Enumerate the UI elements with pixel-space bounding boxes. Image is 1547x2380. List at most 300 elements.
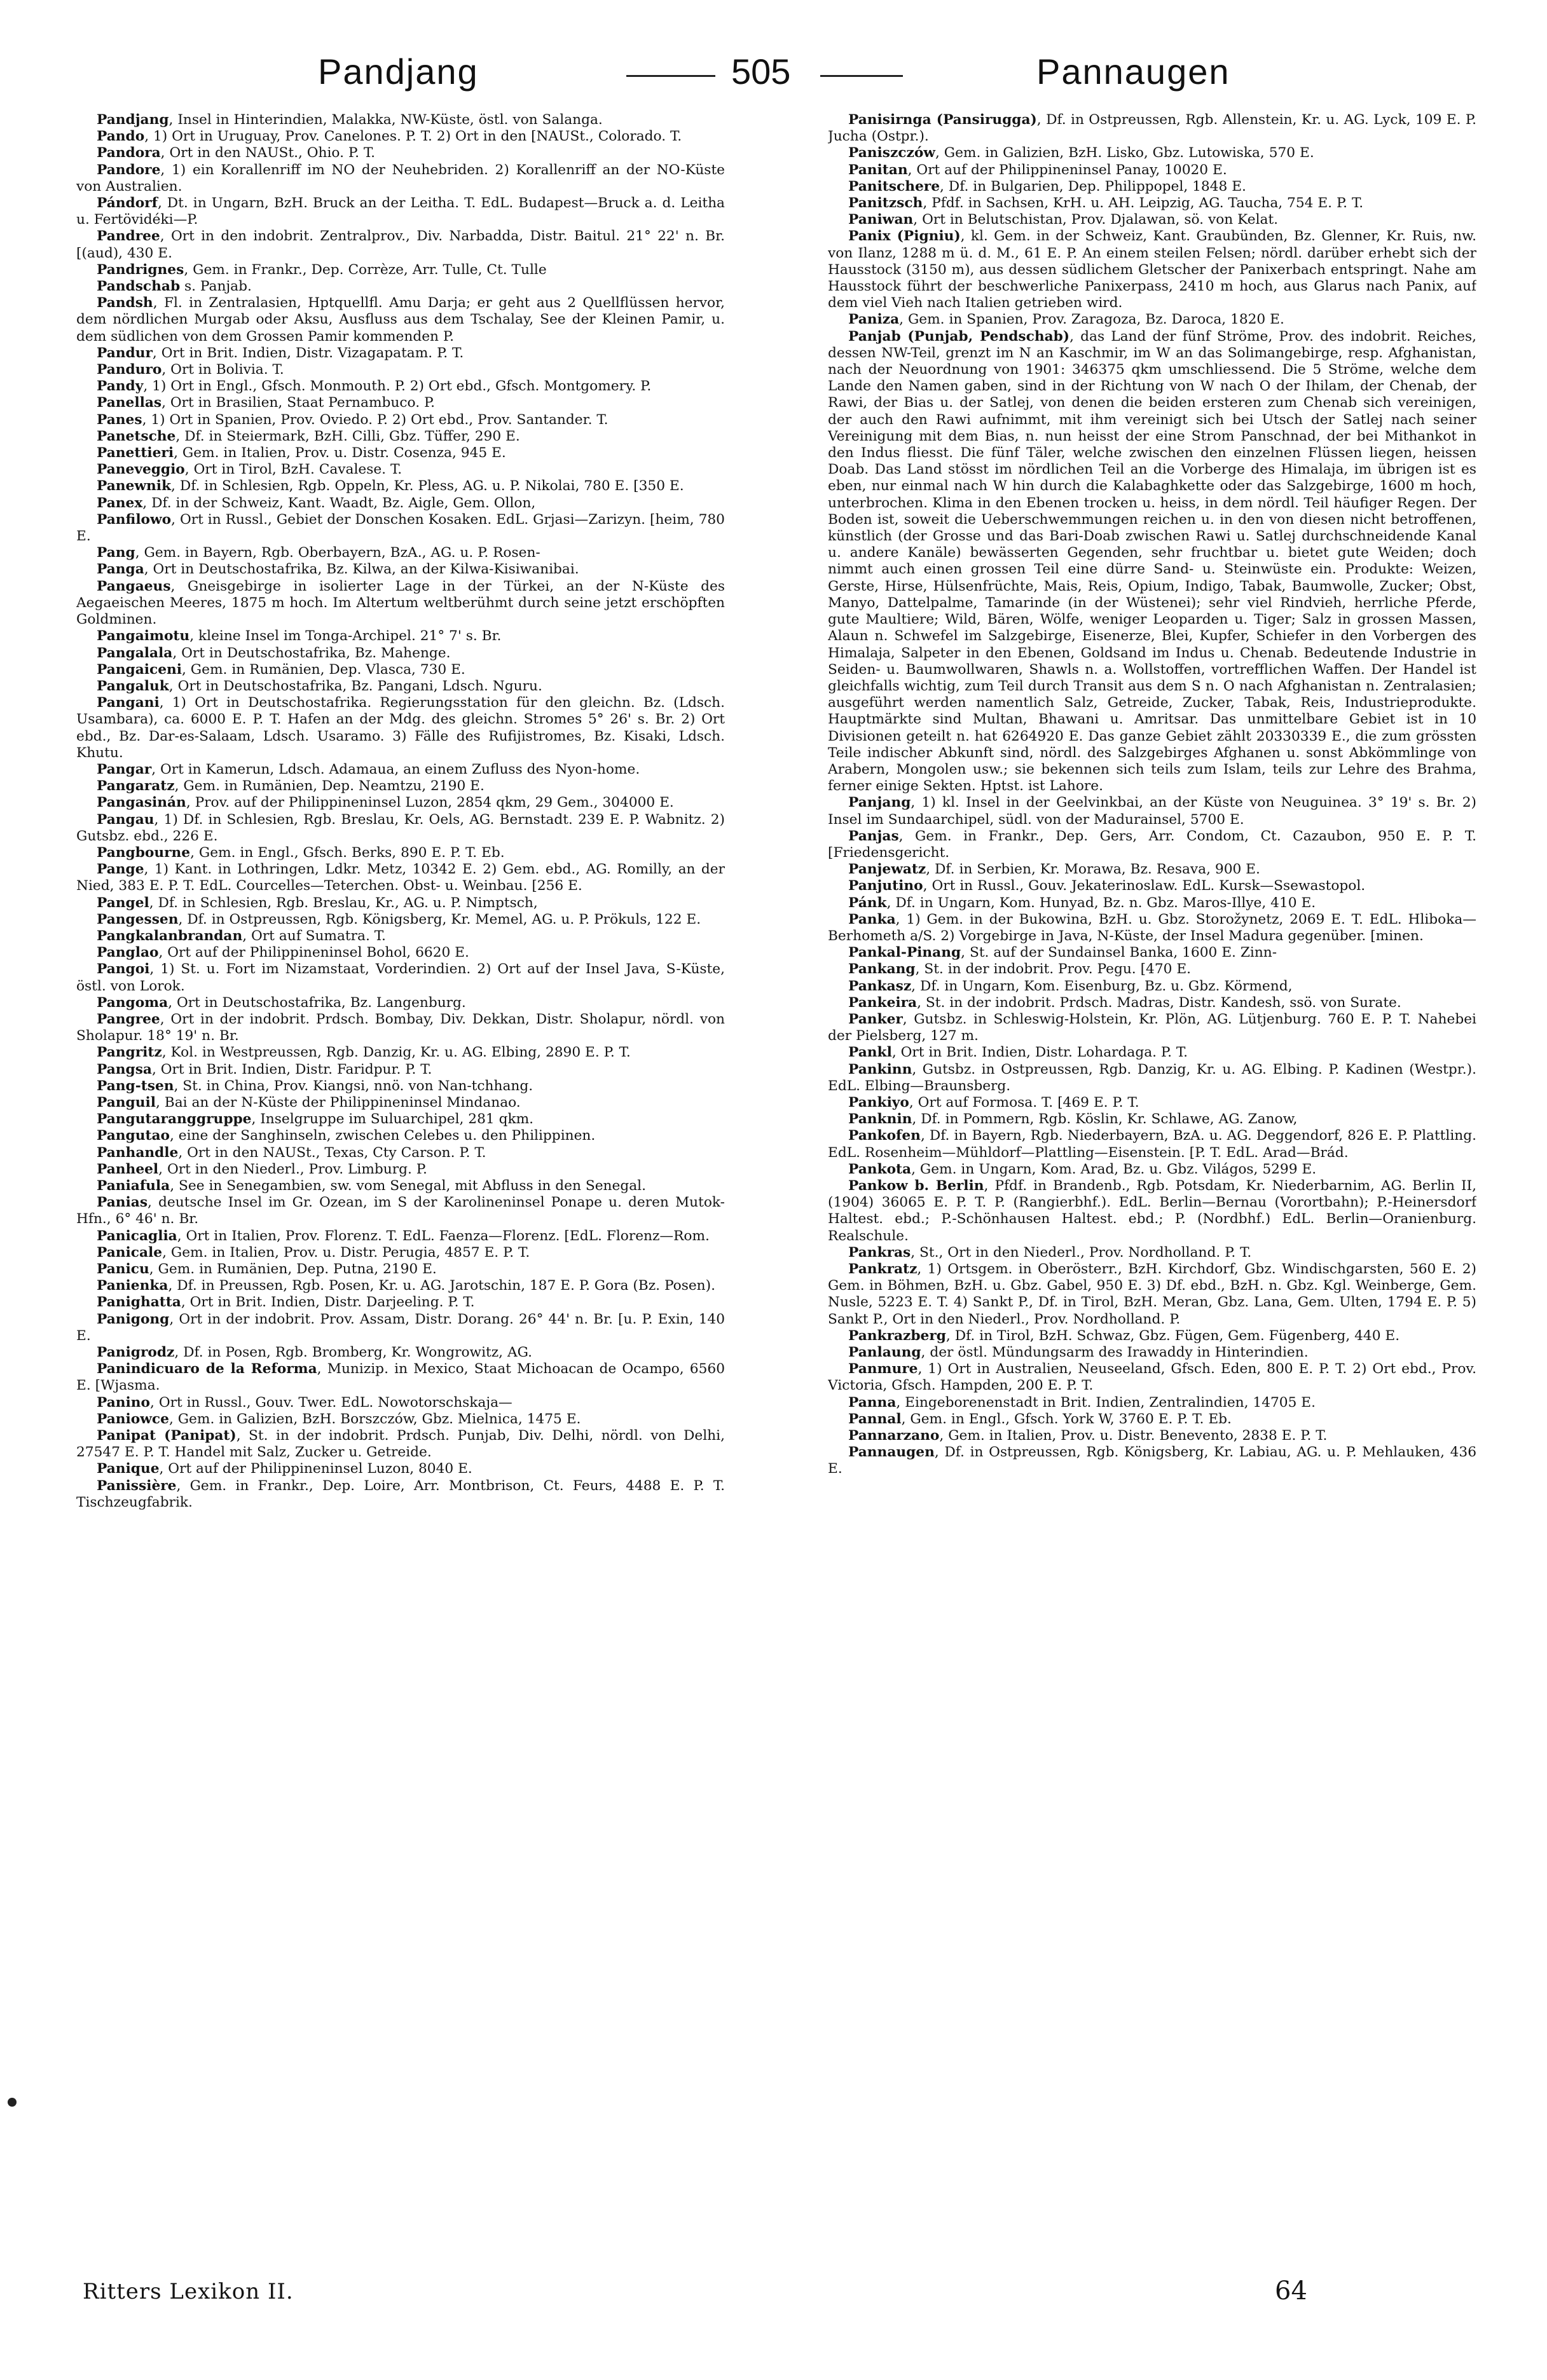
entry-text: , Eingeborenenstadt in Brit. Indien, Zentralindien, 14705 E. <box>896 1394 1316 1411</box>
entry-text: , Ort auf Formosa. T. [469 E. P. T. <box>909 1094 1139 1111</box>
entry-text: , 1) kl. Insel in der Geelvinkbai, an der Küste von Neuguinea. 3° 19' s. Br. 2) Insel im Sundaarchipel, südl. von der Madurainsel, 5700 E. <box>828 795 1476 828</box>
entry-text: , Gem. in Italien, Prov. u. Distr. Perugia, 4857 E. P. T. <box>162 1244 530 1261</box>
dictionary-entry <box>76 1428 725 1461</box>
entry-text: , Df. in Ostpreussen, Rgb. Königsberg, Kr. Memel, AG. u. P. Prökuls, 122 E. <box>178 911 701 927</box>
entry-text: , Gem. in Engl., Gfsch. York W, 3760 E. P. T. Eb. <box>901 1411 1232 1427</box>
entry-headword: Paneveggio <box>97 462 185 478</box>
entry-headword: Panigong <box>97 1311 170 1327</box>
entry-text: , Gem. in Spanien, Prov. Zaragoza, Bz. Daroca, 1820 E. <box>899 311 1284 328</box>
entry-headword: Panduro <box>97 362 162 378</box>
dictionary-entry <box>76 695 725 762</box>
dictionary-entry <box>828 1161 1476 1178</box>
dictionary-entry <box>76 112 725 128</box>
entry-headword: Panker <box>848 1011 903 1027</box>
entry-headword: Panheel <box>97 1161 159 1177</box>
entry-text: , Ort in Brit. Indien, Distr. Lohardaga. P. T. <box>891 1044 1188 1061</box>
dictionary-entry <box>76 628 725 645</box>
entry-text: , Df. in Ungarn, Kom. Hunyad, Bz. n. Gbz. Maros-Illye, 410 E. <box>886 894 1316 911</box>
entry-headword: Panga <box>97 561 144 578</box>
entry-text: , Gem. in Engl., Gfsch. Berks, 890 E. P. T. Eb. <box>190 844 505 861</box>
dictionary-entry <box>76 362 725 378</box>
dictionary-entry <box>76 1194 725 1228</box>
dictionary-entry <box>76 1011 725 1044</box>
entry-text: , 1) Ortsgem. in Oberösterr., BzH. Kirchdorf, Gbz. Windischgarsten, 560 E. 2) Gem. in Böhmen, BzH. u. Gbz. Gabel, 950 E. 3) Df. ebd., BzH. n. Gbz. Kgl. Weinberge, Gem. Nusle, 5223 E. T. 4) Sankt P., Df. in Tirol, BzH. Meran, Gbz. Lana, Gem. Ulten, 1794 E. P. 5) Sankt P., Ort in den Niederl., Prov. Nordholland. P. <box>828 1261 1476 1327</box>
entry-headword: Pangoi <box>97 961 150 978</box>
entry-text: , Df. in Bulgarien, Dep. Philippopel, 1848 E. <box>940 178 1246 195</box>
entry-text: , Ort in den indobrit. Zentralprov., Div. Narbadda, Distr. Baitul. 21° 22' n. Br. [(aud), 430 E. <box>76 228 725 261</box>
entry-headword: Panellas <box>97 395 162 411</box>
entry-headword: Panjab (Punjab, Pendschab) <box>848 328 1070 345</box>
entry-text: , Ort in Brasilien, Staat Pernambuco. P. <box>162 395 436 411</box>
dictionary-entry <box>76 895 725 912</box>
entry-headword: Panitzsch <box>848 195 923 212</box>
dictionary-entry <box>76 412 725 428</box>
entry-headword: Panighatta <box>97 1294 181 1311</box>
entry-headword: Pankras <box>848 1244 911 1261</box>
entry-text: , Gem. in Bayern, Rgb. Oberbayern, BzA., AG. u. P. Rosen- <box>135 545 540 561</box>
dictionary-entry <box>828 311 1476 328</box>
dictionary-entry <box>76 861 725 894</box>
entry-headword: Pankang <box>848 961 916 978</box>
page-number: 505 <box>731 51 791 92</box>
entry-headword: Paniwan <box>848 212 914 228</box>
dictionary-entry <box>76 1294 725 1311</box>
dictionary-entry <box>828 978 1476 995</box>
entry-headword: Panindicuaro de la Reforma <box>97 1361 317 1378</box>
dictionary-entry <box>828 861 1476 878</box>
entry-text: , 1) ein Korallenriff im NO der Neuhebriden. 2) Korallenriff an der NO-Küste von Australien. <box>76 161 725 195</box>
entry-headword: Panjewatz <box>848 861 926 878</box>
entry-text: , Df. in Tirol, BzH. Schwaz, Gbz. Fügen, Gem. Fügenberg, 440 E. <box>945 1327 1400 1344</box>
dictionary-entry <box>76 1461 725 1477</box>
entry-headword: Panigrodz <box>97 1344 175 1361</box>
entry-headword: Pannarzano <box>848 1428 940 1444</box>
dictionary-entry <box>76 928 725 945</box>
dictionary-entry <box>76 1278 725 1294</box>
dictionary-entry <box>76 128 725 145</box>
entry-text: , Ort in der indobrit. Prov. Assam, Distr. Dorang. 26° 44' n. Br. [u. P. Exin, 140 E. <box>76 1311 725 1344</box>
entry-text: , Ort in Brit. Indien, Distr. Darjeeling. P. T. <box>181 1294 475 1311</box>
entry-text: , Df. in Schlesien, Rgb. Oppeln, Kr. Pless, AG. u. P. Nikolai, 780 E. [350 E. <box>171 478 684 495</box>
entry-headword: Panicaglia <box>97 1228 177 1244</box>
entry-text: , Ort in Tirol, BzH. Cavalese. T. <box>184 462 402 478</box>
entry-headword: Pandrignes <box>97 261 184 278</box>
entry-text: , 1) Gem. in der Bukowina, BzH. u. Gbz. Storožynetz, 2069 E. T. EdL. Hliboka—Berhometh a/S. 2) Vorgebirge in Java, N-Küste, der Insel Madura gegenüber. [minen. <box>828 911 1476 944</box>
dictionary-entry <box>76 145 725 161</box>
entry-text: , Df. in Serbien, Kr. Morawa, Bz. Resava, 900 E. <box>926 861 1260 878</box>
entry-text: , eine der Sanghinseln, zwischen Celebes u. den Philippinen. <box>170 1128 596 1144</box>
entry-headword: Pánk <box>848 894 887 911</box>
dictionary-entry <box>76 845 725 861</box>
dictionary-entry <box>76 545 725 561</box>
dictionary-entry <box>76 445 725 462</box>
entry-headword: Pangalala <box>97 645 173 661</box>
dictionary-entry <box>828 329 1476 795</box>
entry-text: , kleine Insel im Tonga-Archipel. 21° 7' s. Br. <box>189 628 502 645</box>
entry-text: , Gem. in Ungarn, Kom. Arad, Bz. u. Gbz. Világos, 5299 E. <box>911 1161 1317 1177</box>
dictionary-entry <box>76 912 725 928</box>
entry-text: , deutsche Insel im Gr. Ozean, im S der Karolineninsel Ponape u. deren Mutok-Hfn., 6° 46' n. Br. <box>76 1194 725 1228</box>
entry-text: , Gem. in Galizien, BzH. Lisko, Gbz. Lutowiska, 570 E. <box>935 145 1314 161</box>
entry-text: , Fl. in Zentralasien, Hptquellfl. Amu Darja; er geht aus 2 Quellflüssen hervor, dem nördlichen Murgab oder Aksu, Ausfluss aus dem Tschalay, See der Kleinen Pamir, u. dem südlichen von dem Grossen Pamir kommenden P. <box>76 295 725 345</box>
entry-headword: Pangasinán <box>97 795 186 811</box>
dictionary-entry <box>828 1411 1476 1428</box>
entry-text: , kl. Gem. in der Schweiz, Kant. Graubünden, Bz. Glenner, Kr. Ruis, nw. von Ilanz, 1288 m ü. d. M., 61 E. P. An einem steilen Felsen; nördl. darüber erhebt sich der Hausstock (3150 m), aus dessen südlichem Gletscher der Panixerbach entspringt. Nahe am Hausstock führt der beschwerliche Panixerpass, 2410 m hoch, aus Glarus nach Panix, auf dem viel Vieh nach Italien getrieben wird. <box>828 228 1476 311</box>
entry-headword: Pangaeus <box>97 578 171 594</box>
dictionary-entry <box>76 295 725 345</box>
dictionary-entry <box>76 1245 725 1261</box>
dictionary-entry <box>828 1111 1476 1128</box>
entry-headword: Pankrazberg <box>848 1327 946 1344</box>
entry-headword: Pankeira <box>848 994 918 1011</box>
dictionary-entry <box>828 1395 1476 1411</box>
dictionary-entry <box>828 162 1476 179</box>
dictionary-entry <box>76 262 725 278</box>
dictionary-entry <box>76 961 725 994</box>
entry-headword: Panhandle <box>97 1144 179 1161</box>
entry-text: , 1) Df. in Schlesien, Rgb. Breslau, Kr. Oels, AG. Bernstadt. 239 E. P. Wabnitz. 2) Gutsbz. ebd., 226 E. <box>76 811 725 844</box>
entry-text: , Gem. in Italien, Prov. u. Distr. Cosenza, 945 E. <box>174 445 506 462</box>
dictionary-entry <box>76 1361 725 1394</box>
margin-bullet <box>8 2098 17 2107</box>
entry-headword: Pandjang <box>97 112 169 128</box>
entry-headword: Pangree <box>97 1011 160 1027</box>
header-left-word: Pandjang <box>318 51 479 92</box>
dictionary-entry <box>76 228 725 261</box>
entry-headword: Pannal <box>848 1411 902 1427</box>
dictionary-entry <box>76 1411 725 1428</box>
dictionary-entry <box>828 145 1476 161</box>
entry-headword: Panias <box>97 1194 148 1211</box>
entry-headword: Pankl <box>848 1044 892 1061</box>
entry-text: , St. in China, Prov. Kiangsi, nnö. von Nan-tchhang. <box>174 1077 533 1094</box>
entry-headword: Pangkalanbrandan <box>97 927 243 944</box>
dictionary-entry <box>76 162 725 195</box>
entry-headword: Panknin <box>848 1111 912 1128</box>
entry-headword: Pando <box>97 128 145 145</box>
entry-headword: Panex <box>97 495 143 511</box>
entry-headword: Pangaluk <box>97 678 169 694</box>
entry-text: , Inselgruppe im Suluarchipel, 281 qkm. <box>251 1111 534 1128</box>
entry-headword: Pankota <box>848 1161 912 1177</box>
entry-text: , Gem. in Rumänien, Dep. Vlasca, 730 E. <box>182 661 465 678</box>
entry-headword: Pankow b. Berlin <box>848 1178 984 1194</box>
entry-text: , St. auf der Sundainsel Banka, 1600 E. Zinn- <box>961 945 1277 961</box>
entry-headword: Paniowce <box>97 1411 169 1427</box>
entry-headword: Panfilowo <box>97 511 172 528</box>
entry-text: , Df. in Posen, Rgb. Bromberg, Kr. Wongrowitz, AG. <box>174 1344 533 1361</box>
dictionary-entry <box>76 1111 725 1128</box>
left-column <box>76 112 725 2260</box>
entry-headword: Panewnik <box>97 478 172 495</box>
dictionary-entry <box>76 578 725 629</box>
entry-headword: Panes <box>97 411 142 428</box>
entry-headword: Pang-tsen <box>97 1077 174 1094</box>
entry-text: , Ort in Russl., Gouv. Jekaterinoslaw. EdL. Kursk—Ssewastopol. <box>923 878 1366 894</box>
entry-headword: Panino <box>97 1394 151 1411</box>
header-rule-left <box>626 75 715 77</box>
entry-text: , Ort auf der Philippineninsel Luzon, 8040 E. <box>159 1461 472 1477</box>
header-rule-right <box>820 75 903 77</box>
dictionary-entry <box>76 278 725 295</box>
dictionary-entry <box>828 112 1476 145</box>
entry-headword: Pankal-Pinang <box>848 945 961 961</box>
entry-text: , Pfdf. in Brandenb., Rgb. Potsdam, Kr. Niederbarnim, AG. Berlin II, (1904) 36065 E. P. T. P. (Rangierbhf.). EdL. Berlin—Bernau (Vorortbahn); P.-Heinersdorf Haltest. ebd.; P.-Schönhausen Haltest. ebd.; P. (Nordbhf.) EdL. Berlin—Oranienburg. Realschule. <box>828 1178 1476 1244</box>
entry-headword: Panique <box>97 1461 160 1477</box>
entry-headword: Pandora <box>97 145 161 161</box>
entry-headword: Panka <box>848 911 896 927</box>
entry-text: s. Panjab. <box>180 278 252 295</box>
entry-text: , Munizip. in Mexico, Staat Michoacan de Ocampo, 6560 E. [Wjasma. <box>76 1361 725 1394</box>
entry-text: , Ort in Bolivia. T. <box>162 362 284 378</box>
entry-text: , Ort in Deutschostafrika, Bz. Pangani, Ldsch. Nguru. <box>168 678 542 694</box>
entry-text: , Gem. in Frankr., Dep. Corrèze, Arr. Tulle, Ct. Tulle <box>184 261 547 278</box>
entry-headword: Pannaugen <box>848 1444 935 1461</box>
entry-headword: Pangel <box>97 894 149 911</box>
entry-text: , Df. in der Schweiz, Kant. Waadt, Bz. Aigle, Gem. Ollon, <box>142 495 536 511</box>
entry-headword: Pangritz <box>97 1044 162 1061</box>
entry-text: , Ort in den Niederl., Prov. Limburg. P. <box>158 1161 427 1177</box>
entry-text: , Df. in Pommern, Rgb. Köslin, Kr. Schlawe, AG. Zanow, <box>912 1111 1298 1128</box>
entry-headword: Pankiyo <box>848 1094 909 1111</box>
page-header <box>0 51 1547 121</box>
entry-headword: Panjutino <box>848 878 923 894</box>
dictionary-entry <box>76 1261 725 1278</box>
entry-text: , Ort in Russl., Gebiet der Donschen Kosaken. EdL. Grjasi—Zarizyn. [heim, 780 E. <box>76 511 725 545</box>
dictionary-entry <box>828 212 1476 228</box>
entry-headword: Panna <box>848 1394 897 1411</box>
entry-headword: Panguil <box>97 1094 156 1111</box>
dictionary-entry <box>76 478 725 495</box>
entry-headword: Paniafula <box>97 1178 170 1194</box>
entry-headword: Panettieri <box>97 445 174 462</box>
entry-text: , Dt. in Ungarn, BzH. Bruck an der Leitha. T. EdL. Budapest—Bruck a. d. Leitha u. Fertövidéki—P. <box>76 195 725 228</box>
entry-headword: Pangaimotu <box>97 628 190 645</box>
entry-headword: Panix (Pigniu) <box>848 228 961 245</box>
dictionary-entry <box>76 1478 725 1511</box>
dictionary-entry <box>76 1145 725 1161</box>
entry-headword: Pankratz <box>848 1261 918 1278</box>
entry-text: , Df. in Preussen, Rgb. Posen, Kr. u. AG. Jarotschin, 187 E. P. Gora (Bz. Posen). <box>168 1278 715 1294</box>
entry-headword: Pange <box>97 861 144 878</box>
entry-text: , 1) Ort in Spanien, Prov. Oviedo. P. 2) Ort ebd., Prov. Santander. T. <box>142 411 608 428</box>
entry-text: , Df. in Steiermark, BzH. Cilli, Gbz. Tüffer, 290 E. <box>175 428 520 444</box>
dictionary-entry <box>828 1261 1476 1328</box>
dictionary-entry <box>828 228 1476 311</box>
entry-text: , das Land der fünf Ströme, Prov. des indobrit. Reiches, dessen NW-Teil, grenzt im N an Kaschmir, im W an das Solimangebirge, resp. Afghanistan, nach der Neuordnung von 1901: 346375 qkm umschliessend. Die 5 Ströme, welche dem Lande den Namen gaben, sind in der Richtung von W nach O der Ihilam, der Chenab, der Rawi, der Bias u. der Satlej, von denen die beiden ersteren zum Chenab sich vereinigen, der auch den Rawi aufnimmt, mit ihm vereinigt sich bei Utsch der Satlej nach seiner Vereinigung mit dem Bias, n. nun heisst der eine Strom Panschnad, der bei Mithankot in den Indus fliesst. Die fünf Täler, welche zwischen den einzelnen Flüssen liegen, heissen Doab. Das Land stösst im nördlichen Teil an die Vorberge des Himalaja, im übrigen ist es eben, nur einmal nach W hin durch die Kalabaghkette oder das Salzgebirge, 1600 m hoch, unterbrochen. Klima in den Ebenen trocken u. heiss, in dem nördl. Teil häufiger Regen. Der Boden ist, soweit die Ueberschwemmungen reichen u. in den von diesen nicht betroffenen, künstlich (der Grosse und das Bari-Doab zwischen Rawi u. Satlej durchschneidende Kanal u. andere Kanäle) bewässerten Gegenden, sehr fruchtbar u. bietet gute Weiden; doch nimmt auch einen grossen Teil eine dürre Sand- u. Steinwüste ein. Produkte: Weizen, Gerste, Hirse, Hülsenfrüchte, Mais, Reis, Opium, Indigo, Tabak, Baumwolle, Zucker; Obst, Manyo, Dattelpalme, Tamarinde (in der Wüstenei); sehr viel Rindvieh, herrliche Pferde, gute Maultiere; Wild, Bären, Wölfe, weniger Leoparden u. Tiger; Salz in grossen Massen, Alaun n. Schwefel im Salzgebirge, Eisenerze, Blei, Kupfer, Schiefer in den Vorbergen des Himalaja, Salpeter in den Ebenen, Goldsand im Indus u. Chenab. Bedeutende Industrie in Seiden- u. Baumwollwaren, Shawls n. a. Wollstoffen, vortrefflichen Waffen. Der Handel ist gleichfalls wichtig, zum Teil durch Transit aus dem S n. O nach Afghanistan n. Zentralasien; ausgeführt werden namentlich Salz, Getreide, Zucker, Tabak, Reis, Industrieprodukte. Hauptmärkte sind Multan, Bhawani u. Amritsar. Das unmittelbare Gebiet ist in 10 Divisionen geteilt n. hat 6264920 E. Das ganze Gebiet zählt 20330339 E., die zum grössten Teile indischer Abkunft sind, nördl. des Salzgebirges Afghanen u. sonst Abkömmlinge von Arabern, Mongolen usw.; sie bekennen sich teils zum Islam, teils zur Lehre des Brahma, ferner einige Sekten. Hptst. ist Lahore. <box>828 328 1476 795</box>
entry-text: , 1) Ort in Engl., Gfsch. Monmouth. P. 2) Ort ebd., Gfsch. Montgomery. P. <box>143 378 652 395</box>
entry-headword: Pangoma <box>97 994 168 1011</box>
dictionary-entry <box>76 1128 725 1144</box>
entry-headword: Panienka <box>97 1278 168 1294</box>
dictionary-entry <box>828 1344 1476 1361</box>
entry-headword: Paniszczów <box>848 145 935 161</box>
entry-text: , Ort in den NAUSt., Ohio. P. T. <box>160 145 376 161</box>
entry-text: , 1) Ort in Deutschostafrika. Regierungsstation für den gleichn. Bz. (Ldsch. Usambara), ca. 6000 E. P. T. Hafen an der Mdg. des gleichn. Stromes 5° 26' s. Br. 2) Ort ebd., Bz. Dar-es-Salaam, Ldsch. Usaramo. 3) Fälle des Rufijistromes, Bz. Kisaki, Ldsch. Khutu. <box>76 695 725 761</box>
dictionary-entry <box>828 878 1476 894</box>
entry-text: , Prov. auf der Philippineninsel Luzon, 2854 qkm, 29 Gem., 304000 E. <box>186 795 674 811</box>
entry-headword: Pangar <box>97 761 152 777</box>
entry-headword: Paniza <box>848 311 900 328</box>
dictionary-entry <box>76 945 725 961</box>
dictionary-entry <box>76 812 725 845</box>
dictionary-entry <box>828 1011 1476 1044</box>
entry-headword: Pandsh <box>97 295 153 311</box>
entry-headword: Pangsa <box>97 1061 152 1077</box>
entry-text: , Ort auf der Philippineninsel Panay, 10020 E. <box>907 161 1227 178</box>
entry-text: , Ort auf Sumatra. T. <box>242 927 386 944</box>
entry-headword: Panitan <box>848 161 908 178</box>
entry-text: , Bai an der N-Küste der Philippineninsel Mindanao. <box>155 1094 521 1111</box>
entry-headword: Pandschab <box>97 278 181 295</box>
dictionary-entry <box>76 378 725 395</box>
entry-text: , St. in der indobrit. Prdsch. Madras, Distr. Kandesh, ssö. von Surate. <box>917 994 1401 1011</box>
entry-headword: Pang <box>97 545 135 561</box>
dictionary-entry <box>76 795 725 811</box>
entry-text: , St., Ort in den Niederl., Prov. Nordholland. P. T. <box>911 1244 1252 1261</box>
dictionary-entry <box>828 945 1476 961</box>
entry-headword: Pangessen <box>97 911 179 927</box>
footer-source: Ritters Lexikon II. <box>83 2279 294 2304</box>
entry-text: , Gem. in Frankr., Dep. Loire, Arr. Montbrison, Ct. Feurs, 4488 E. P. T. Tischzeugfabrik. <box>76 1477 725 1510</box>
entry-text: , See in Senegambien, sw. vom Senegal, mit Abfluss in den Senegal. <box>170 1178 646 1194</box>
dictionary-entry <box>828 1444 1476 1477</box>
dictionary-entry <box>828 828 1476 861</box>
entry-headword: Panjang <box>848 795 911 811</box>
entry-text: , Ort in Deutschostafrika, Bz. Kilwa, an der Kilwa-Kisiwanibai. <box>144 561 579 578</box>
dictionary-entry <box>828 1245 1476 1261</box>
entry-headword: Pangutaranggruppe <box>97 1111 252 1128</box>
dictionary-entry <box>828 895 1476 912</box>
entry-text: , Gneisgebirge in isolierter Lage in der Türkei, an der N-Küste des Aegaeischen Meeres, 1875 m hoch. Im Altertum weltberühmt durch seine jetzt erschöpften Goldminen. <box>76 578 725 628</box>
entry-headword: Pandree <box>97 228 160 245</box>
entry-text: , 1) St. u. Fort im Nizamstaat, Vorderindien. 2) Ort auf der Insel Java, S-Küste, östl. von Lorok. <box>76 961 725 994</box>
dictionary-entry <box>76 1311 725 1344</box>
dictionary-entry <box>76 345 725 362</box>
entry-text: , Gutsbz. in Schleswig-Holstein, Kr. Plön, AG. Lütjenburg. 760 E. P. T. Nahebei der Pielsberg, 127 m. <box>828 1011 1476 1044</box>
dictionary-entry <box>76 428 725 445</box>
dictionary-entry <box>76 1095 725 1111</box>
dictionary-entry <box>76 1395 725 1411</box>
entry-text: , Df. in Bayern, Rgb. Niederbayern, BzA. u. AG. Deggendorf, 826 E. P. Plattling. EdL. Rosenheim—Mühldorf—Plattling—Eisenstein. [P. T. EdL. Arad—Brád. <box>828 1128 1476 1161</box>
entry-headword: Pandore <box>97 161 161 178</box>
dictionary-entry <box>828 1178 1476 1245</box>
entry-headword: Panicu <box>97 1261 149 1278</box>
entry-headword: Panipat (Panipat) <box>97 1428 237 1444</box>
entry-headword: Pankasz <box>848 978 912 994</box>
footer-signature-number: 64 <box>1275 2276 1307 2306</box>
entry-text: , Kol. in Westpreussen, Rgb. Danzig, Kr. u. AG. Elbing, 2890 E. P. T. <box>162 1044 631 1061</box>
entry-headword: Pangaratz <box>97 778 175 795</box>
dictionary-entry <box>828 195 1476 212</box>
dictionary-entry <box>76 995 725 1011</box>
entry-headword: Pandy <box>97 378 144 395</box>
entry-text: , Df. in Ostpreussen, Rgb. Allenstein, Kr. u. AG. Lyck, 109 E. P. Jucha (Ostpr.). <box>828 112 1476 145</box>
entry-headword: Panetsche <box>97 428 176 444</box>
dictionary-entry <box>76 678 725 695</box>
entry-headword: Pangutao <box>97 1128 170 1144</box>
entry-text: , Df. in Ostpreussen, Rgb. Königsberg, Kr. Labiau, AG. u. P. Mehlauken, 436 E. <box>828 1444 1476 1477</box>
entry-text: , Ort in Brit. Indien, Distr. Vizagapatam. P. T. <box>152 345 464 361</box>
entry-text: , Ort in Italien, Prov. Florenz. T. EdL. Faenza—Florenz. [EdL. Florenz—Rom. <box>177 1228 710 1244</box>
dictionary-entry <box>828 1128 1476 1161</box>
entry-text: , 1) Kant. in Lothringen, Ldkr. Metz, 10342 E. 2) Gem. ebd., AG. Romilly, an der Nied, 383 E. P. T. EdL. Courcelles—Teterchen. Obst- u. Weinbau. [256 E. <box>76 861 725 894</box>
dictionary-entry <box>828 995 1476 1011</box>
dictionary-entry <box>828 1095 1476 1111</box>
dictionary-entry <box>76 645 725 662</box>
entry-text: , Ort in Belutschistan, Prov. Djalawan, sö. von Kelat. <box>913 212 1279 228</box>
dictionary-entry <box>76 512 725 545</box>
dictionary-entry <box>828 1361 1476 1394</box>
entry-text: , St. in der indobrit. Prov. Pegu. [470 E. <box>915 961 1192 978</box>
dictionary-entry <box>76 561 725 578</box>
entry-text: , Ort in Kamerun, Ldsch. Adamaua, an einem Zufluss des Nyon-home. <box>151 761 640 777</box>
dictionary-entry <box>76 1344 725 1361</box>
entry-headword: Pangani <box>97 695 160 711</box>
entry-headword: Panitschere <box>848 178 940 195</box>
entry-headword: Pangbourne <box>97 844 191 861</box>
right-column <box>828 112 1476 2260</box>
entry-headword: Pangau <box>97 811 155 828</box>
entry-headword: Panlaung <box>848 1344 921 1361</box>
entry-text: , Ort in Russl., Gouv. Twer. EdL. Nowotorschskaja— <box>150 1394 512 1411</box>
header-right-word: Pannaugen <box>1036 51 1230 92</box>
entry-headword: Pandur <box>97 345 153 361</box>
entry-headword: Panjas <box>848 828 899 844</box>
entry-headword: Pándorf <box>97 195 158 212</box>
dictionary-entry <box>76 1161 725 1178</box>
entry-text: , Gem. in Italien, Prov. u. Distr. Benevento, 2838 E. P. T. <box>939 1428 1328 1444</box>
dictionary-entry <box>76 778 725 795</box>
dictionary-entry <box>76 762 725 778</box>
entry-headword: Panissière <box>97 1477 177 1494</box>
entry-headword: Panmure <box>848 1361 918 1378</box>
entry-text: , Ort in Deutschostafrika, Bz. Mahenge. <box>172 645 451 661</box>
dictionary-entry <box>76 1228 725 1245</box>
entry-headword: Pankinn <box>848 1061 912 1077</box>
dictionary-entry <box>76 462 725 478</box>
dictionary-entry <box>76 1178 725 1194</box>
dictionary-entry <box>828 961 1476 978</box>
entry-text: , Ort in den NAUSt., Texas, Cty Carson. P. T. <box>178 1144 486 1161</box>
dictionary-entry <box>76 1044 725 1061</box>
entry-headword: Pankofen <box>848 1128 921 1144</box>
entry-text: , Ort auf der Philippineninsel Bohol, 6620 E. <box>158 945 469 961</box>
entry-headword: Panglao <box>97 945 159 961</box>
dictionary-entry <box>76 662 725 678</box>
dictionary-entry <box>828 795 1476 828</box>
entry-text: , Pfdf. in Sachsen, KrH. u. AH. Leipzig, AG. Taucha, 754 E. P. T. <box>923 195 1364 212</box>
dictionary-entry <box>828 912 1476 945</box>
entry-text: , St. in der indobrit. Prdsch. Punjab, Div. Delhi, nördl. von Delhi, 27547 E. P. T. Handel mit Salz, Zucker u. Getreide. <box>76 1428 725 1461</box>
entry-text: , Ort in der indobrit. Prdsch. Bombay, Div. Dekkan, Distr. Sholapur, nördl. von Sholapur. 18° 19' n. Br. <box>76 1011 725 1044</box>
dictionary-entry <box>828 1428 1476 1444</box>
dictionary-entry <box>76 495 725 512</box>
dictionary-entry <box>76 195 725 228</box>
entry-text: , Gem. in Rumänien, Dep. Neamtzu, 2190 E. <box>174 778 485 795</box>
entry-text: , Gem. in Galizien, BzH. Borszczów, Gbz. Mielnica, 1475 E. <box>168 1411 581 1427</box>
entry-text: , der östl. Mündungsarm des Irawaddy in Hinterindien. <box>921 1344 1309 1361</box>
dictionary-entry <box>76 1078 725 1095</box>
entry-text: , 1) Ort in Uruguay, Prov. Canelones. P. T. 2) Ort in den [NAUSt., Colorado. T. <box>144 128 682 145</box>
entry-headword: Panisirnga (Pansirugga) <box>848 112 1037 128</box>
entry-headword: Panicale <box>97 1244 163 1261</box>
entry-text: , Gem. in Frankr., Dep. Gers, Arr. Condom, Ct. Cazaubon, 950 E. P. T. [Friedensgericht. <box>828 828 1476 861</box>
entry-text: , Gem. in Rumänien, Dep. Putna, 2190 E. <box>149 1261 437 1278</box>
dictionary-entry <box>828 179 1476 195</box>
dictionary-entry <box>828 1044 1476 1061</box>
entry-text: , Insel in Hinterindien, Malakka, NW-Küste, östl. von Salanga. <box>168 112 603 128</box>
